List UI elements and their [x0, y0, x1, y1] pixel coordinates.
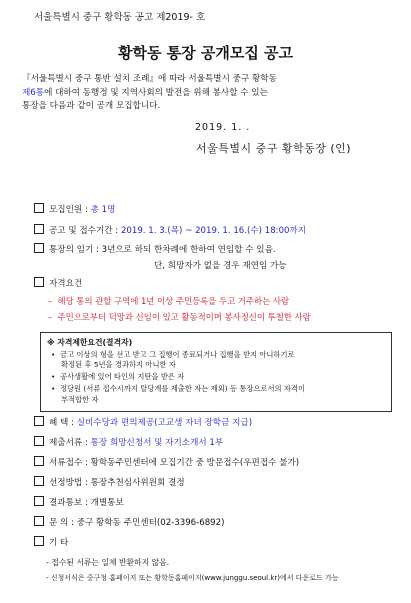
intro-district-highlight: 제6통	[22, 87, 45, 98]
restriction-3-text: 정당원 (서류 접수시까지 탈당계를 제출한 자는 제외) 등 통장으로서의 자격이	[59, 384, 306, 393]
receipt-row	[34, 456, 299, 468]
bullet-icon: •	[51, 372, 60, 381]
benefit-value: 실비수당과 편의제공(고교생 자녀 장학금 지급)	[76, 418, 253, 428]
inquiry-row	[34, 516, 224, 528]
result-row	[34, 496, 124, 508]
period-row	[34, 224, 306, 236]
qualification-label: 자격요건	[49, 279, 83, 289]
bullet-box-icon	[34, 516, 44, 526]
restriction-1	[51, 350, 295, 360]
bullet-box-icon	[34, 536, 44, 546]
other-row	[34, 536, 68, 548]
result-text: 결과통보 : 개별통보	[49, 498, 124, 508]
qualification-item-1	[48, 295, 289, 307]
recruits-label: 모집인원 :	[49, 205, 91, 215]
qualification-text-2: 주민으로부터 덕망과 신임이 있고 활동적이며 봉사정신이 투철한 사람	[57, 312, 311, 322]
receipt-text: 서류접수 : 황학동주민센터에 모집기간 중 방문접수(우편접수 불가)	[49, 458, 300, 468]
term-row	[34, 243, 276, 255]
other-label: 기 타	[49, 538, 69, 548]
benefit-row	[34, 416, 252, 428]
qualification-text-1: 해당 통의 관할 구역에 1년 이상 주민등록을 두고 거주하는 사람	[57, 296, 290, 306]
restriction-3-cont: 부적합한 자	[61, 395, 99, 404]
restrictions-box	[40, 332, 392, 412]
bullet-box-icon	[34, 416, 44, 426]
restriction-2	[51, 372, 184, 382]
restriction-1-text: 금고 이상의 형을 선고 받고 그 집행이 종료되거나 집행을 받지 아니하기로	[59, 350, 295, 359]
intro-paragraph	[22, 73, 392, 114]
term-continuation: 단, 희망자가 없을 경우 재연임 가능	[154, 261, 287, 271]
intro-line-3: 통장을 다음과 같이 공개 모집합니다.	[22, 101, 161, 111]
selection-row	[34, 476, 185, 488]
period-value: 2019. 1. 3.(목) ~ 2019. 1. 16.(수) 18:00까지	[120, 226, 307, 236]
bullet-box-icon	[34, 456, 44, 466]
notice-number: 서울특별시 중구 황학동 공고 제2019- 호	[34, 12, 206, 23]
term-label: 통장의 임기 : 3년으로 하되 한차례에 한하여 연임할 수 있음.	[49, 245, 276, 255]
docs-label: 제출서류 :	[49, 438, 91, 448]
issuer: 서울특별시 중구 황학동장 (인)	[196, 142, 352, 155]
benefit-label: 혜 택 :	[49, 418, 77, 428]
intro-line-2: 에 대하여 동행정 및 지역사회의 발전을 위해 봉사할 수 있는	[44, 87, 268, 98]
bullet-box-icon	[34, 436, 44, 446]
bullet-box-icon	[34, 224, 44, 234]
recruits-value: 총 1명	[90, 205, 116, 215]
docs-value: 통장 희망신청서 및 자기소개서 1부	[90, 438, 224, 448]
selection-text: 선정방법 : 통장추천심사위원회 결정	[49, 478, 185, 488]
qualification-row	[34, 277, 82, 289]
notice-date: 2019. 1. .	[195, 122, 251, 133]
restriction-1-cont: 확정된 후 5년을 경과하지 아니한 자	[61, 360, 176, 369]
bullet-icon: •	[51, 350, 60, 359]
docs-row	[34, 436, 223, 448]
qualification-item-2	[48, 311, 311, 323]
bullet-box-icon	[34, 243, 44, 253]
bullet-box-icon	[34, 203, 44, 213]
footer-note-1: - 접수된 서류는 일체 반환하지 않음.	[46, 558, 170, 567]
restriction-2-text: 공사생활에 있어 타인의 지탄을 받은 자	[59, 372, 185, 381]
restrictions-title: ※ 자격제한요건(결격자)	[47, 338, 133, 347]
restriction-3	[51, 384, 305, 394]
footer-note-2: - 신청서식은 중구청 홈페이지 또는 황학동홈페이지(www.junggu.seoul.kr)에서 다운로드 가능	[46, 574, 339, 582]
period-label: 공고 및 접수기간 :	[49, 226, 121, 236]
bullet-box-icon	[34, 277, 44, 287]
bullet-icon: •	[51, 384, 60, 393]
recruits-row	[34, 203, 115, 215]
dash-icon: –	[48, 296, 58, 306]
inquiry-text: 문 의 : 중구 황학동 주민센터(02-3396-6892)	[49, 518, 225, 528]
bullet-box-icon	[34, 476, 44, 486]
page-title: 황학동 통장 공개모집 공고	[117, 44, 294, 62]
bullet-box-icon	[34, 496, 44, 506]
intro-line-1: 『서울특별시 중구 통반 설치 조례』에 따라 서울특별시 중구 황학동	[22, 74, 277, 84]
dash-icon: –	[48, 312, 58, 322]
